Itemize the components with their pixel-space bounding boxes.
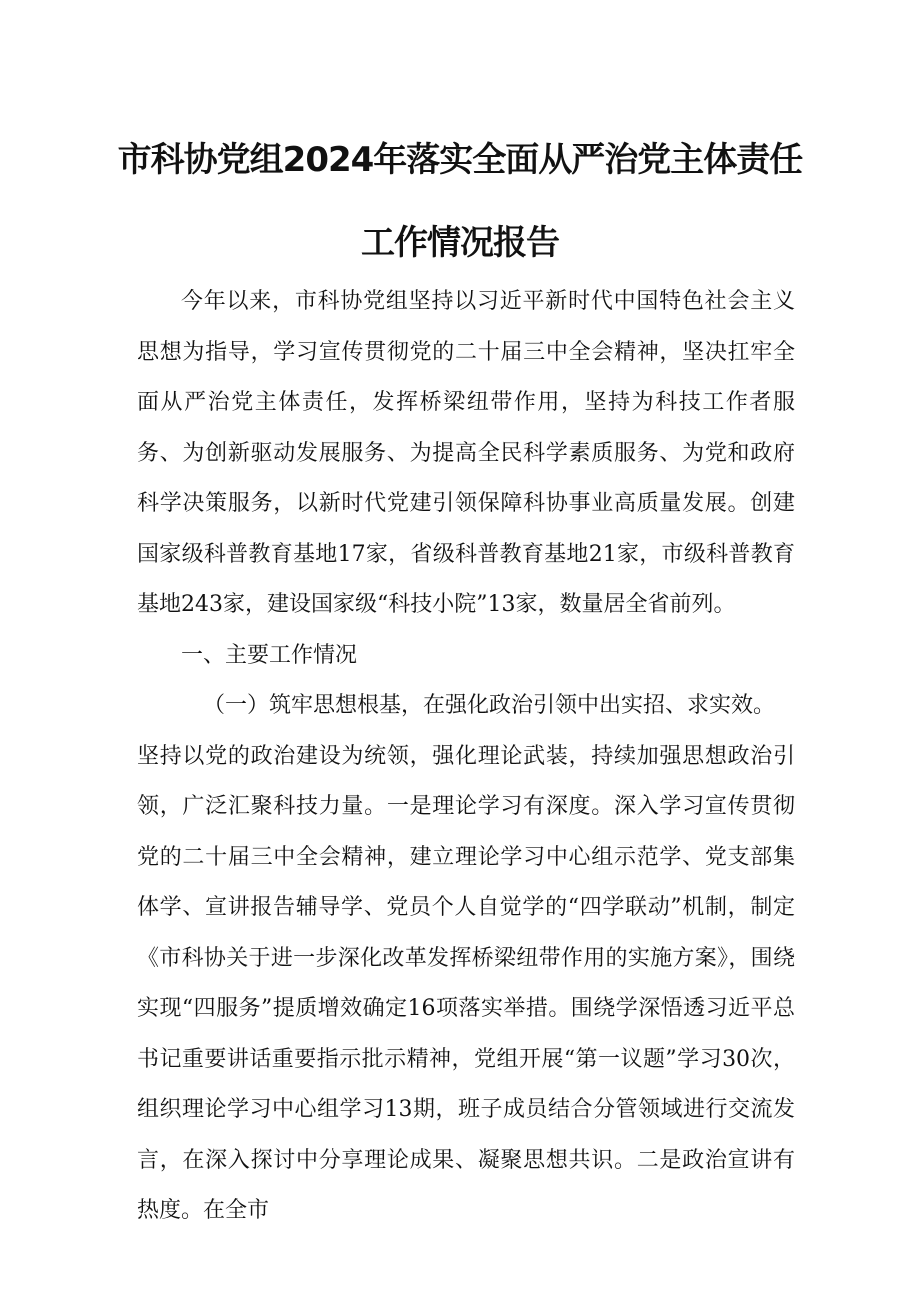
document-body xyxy=(137,277,795,1237)
document-title-line-2: 工作情况报告 xyxy=(361,223,559,263)
document-title-line-1: 市科协党组2024年落实全面从严治党主体责任 xyxy=(117,140,803,180)
subsection-heading: （一）筑牢思想根基，在强化政治引领中出实招、求实效。 xyxy=(203,693,776,718)
section-heading: 一、主要工作情况 xyxy=(181,642,358,668)
intro-paragraph: 今年以来，市科协党组坚持以习近平新时代中国特色社会主义思想为指导，学习宣传贯彻党的二十届三中全会精神，坚决扛牢全面从严治党主体责任，发挥桥梁纽带作用，坚持为科技工作者服务、为创新驱动发展服务、为提高全民科学素质服务、为党和政府科学决策服务，以新时代党建引领保障科协事业高质量发展。创建国家级科普教育基地17家，省级科普教育基地21家，市级科普教育基地243家，建设国家级“科技小院”13家，数量居全省前列。 xyxy=(137,289,795,617)
body-paragraph: 坚持以党的政治建设为统领，强化理论武装，持续加强思想政治引领，广泛汇聚科技力量。一是理论学习有深度。深入学习宣传贯彻党的二十届三中全会精神，建立理论学习中心组示范学、党支部集体学、宣讲报告辅导学、党员个人自觉学的“四学联动”机制，制定《市科协关于进一步深化改革发挥桥梁纽带作用的实施方案》，围绕实现“四服务”提质增效确定16项落实举措。围绕学深悟透习近平总书记重要讲话重要指示批示精神，党组开展“第一议题”学习30次，组织理论学习中心组学习13期，班子成员结合分管领域进行交流发言，在深入探讨中分享理论成果、凝聚思想共识。二是政治宣讲有热度。在全市 xyxy=(137,743,795,1223)
